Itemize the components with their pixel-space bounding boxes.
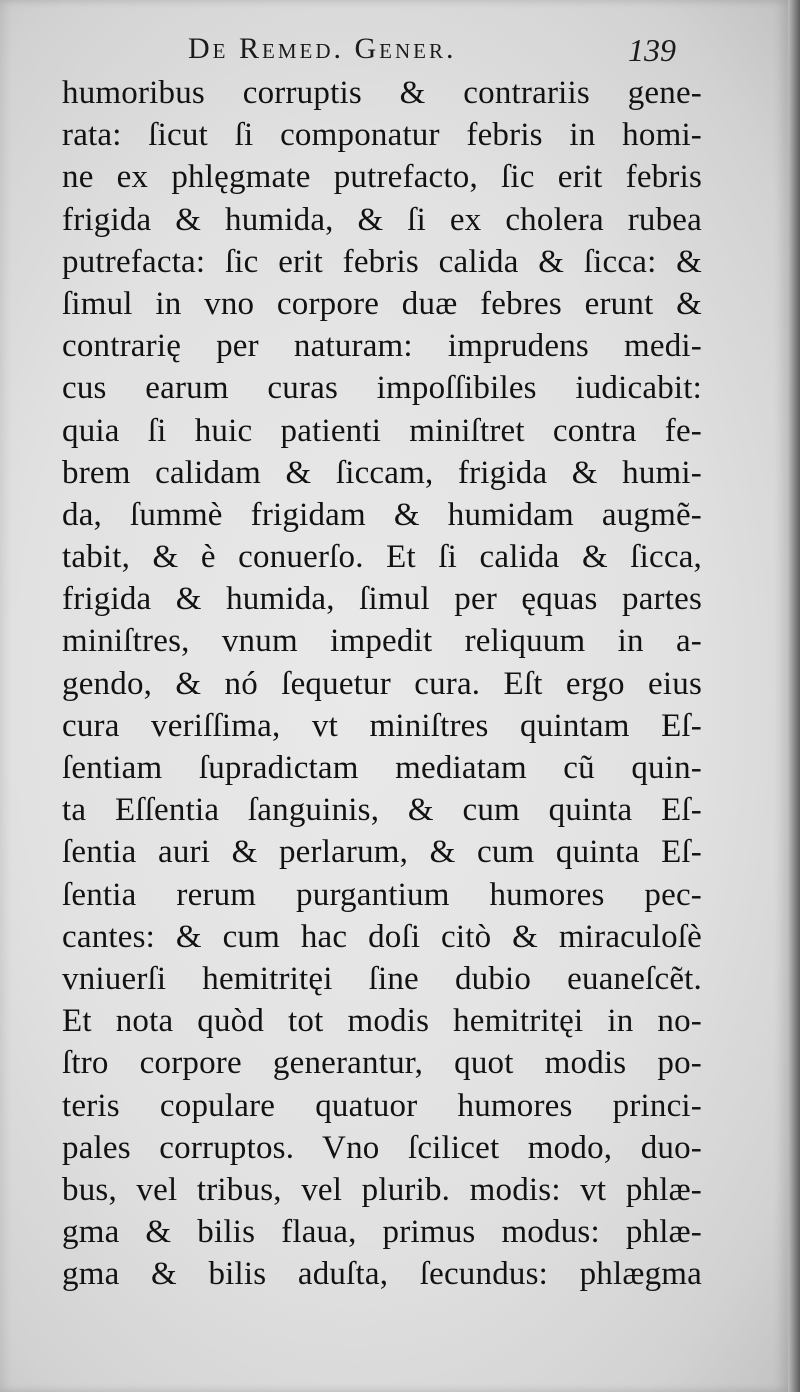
body-text: [62, 72, 702, 1295]
text-line: ſentia auri & perlarum, & cum quinta Eſ-: [62, 834, 702, 871]
text-line: ſentia rerum purgantium humores pec-: [62, 876, 702, 913]
page-header: [188, 26, 688, 72]
text-line: rata: ſicut ſi componatur febris in homi-: [62, 117, 702, 154]
text-line: Et nota quòd tot modis hemitritęi in no-: [62, 1003, 702, 1040]
text-line: da, ſummè frigidam & humidam augmẽ-: [62, 496, 702, 533]
text-line: teris copulare quatuor humores princi-: [62, 1087, 702, 1124]
text-line: frigida & humida, ſimul per ęquas partes: [62, 581, 702, 618]
text-line: ſimul in vno corpore duæ febres erunt &: [62, 285, 702, 322]
text-line: ta Eſſentia ſanguinis, & cum quinta Eſ-: [62, 792, 702, 829]
text-line: ſentiam ſupradictam mediatam cũ quin-: [62, 750, 702, 786]
text-line: contrarię per naturam: imprudens medi-: [62, 328, 702, 365]
text-line: tabit, & è conuerſo. Et ſi calida & ſicca,: [62, 539, 702, 576]
text-line: gma & bilis aduſta, ſecundus: phlægma: [62, 1256, 702, 1293]
text-line: quia ſi huic patienti miniſtret contra fe-: [62, 412, 702, 449]
running-head: De Remed. Gener.: [188, 32, 457, 65]
text-line: ne ex phlęgmate putrefacto, ſic erit febris: [62, 159, 702, 196]
text-line: ſtro corpore generantur, quot modis po-: [62, 1045, 702, 1082]
text-line: cura veriſſima, vt miniſtres quintam Eſ-: [62, 707, 702, 744]
text-line: putrefacta: ſic erit febris calida & ſicca: &: [62, 243, 702, 280]
text-line: bus, vel tribus, vel plurib. modis: vt phlæ-: [62, 1171, 702, 1208]
page-number: 139: [628, 32, 676, 68]
text-line: gma & bilis flaua, primus modus: phlæ-: [62, 1214, 702, 1251]
text-line: miniſtres, vnum impedit reliquum in a-: [62, 623, 702, 660]
text-line: frigida & humida, & ſi ex cholera rubea: [62, 201, 702, 238]
page-edge-shadow: [788, 0, 800, 1392]
text-line: vniuerſi hemitritęi ſine dubio euaneſcẽt.: [62, 960, 702, 997]
text-line: humoribus corruptis & contrariis gene-: [62, 75, 702, 111]
text-line: cantes: & cum hac doſi citò & miraculoſè: [62, 918, 702, 955]
text-line: pales corruptos. Vno ſcilicet modo, duo-: [62, 1129, 702, 1166]
text-line: brem calidam & ſiccam, frigida & humi-: [62, 454, 702, 491]
text-line: gendo, & nó ſequetur cura. Eſt ergo eius: [62, 665, 702, 702]
text-line: cus earum curas impoſſibiles iudicabit:: [62, 370, 702, 407]
